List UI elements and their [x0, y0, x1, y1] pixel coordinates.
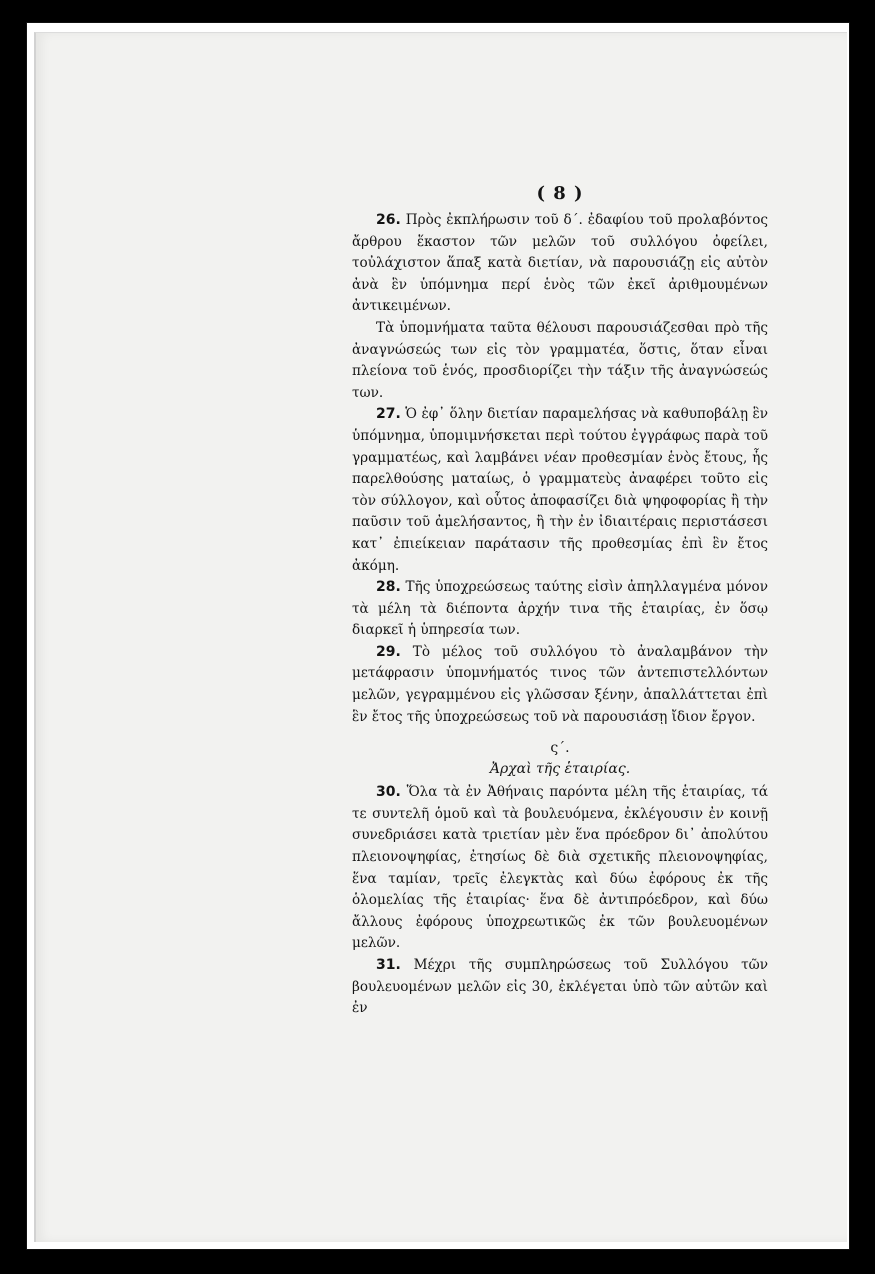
- article-31: [352, 955, 768, 1020]
- article-number: 29.: [376, 643, 401, 660]
- section-number: ς΄.: [550, 740, 570, 757]
- section-title: Ἀρχαὶ τῆς ἑταιρίας.: [489, 761, 631, 778]
- article-number: 31.: [376, 957, 401, 973]
- article-30: [352, 782, 768, 955]
- article-29: [352, 642, 768, 728]
- article-number: 26.: [376, 212, 401, 228]
- article-27: [352, 404, 768, 577]
- article-number: 28.: [376, 579, 401, 596]
- article-text: Τῆς ὑποχρεώσεως ταύτης εἰσὶν ἀπηλλαγμένα μόνον τὰ μέλη τὰ διέποντα ἀρχήν τινα τῆς ἑταιρίας, ἐν ὅσῳ διαρκεῖ ἡ ὑπηρεσία των.: [352, 579, 768, 639]
- article-number: 27.: [376, 406, 401, 423]
- article-text: Μέχρι τῆς συμπληρώσεως τοῦ Συλλόγου τῶν βουλευομένων μελῶν εἰς 30, ἐκλέγεται ὑπὸ τῶν αὐτῶν καὶ ἐν: [352, 957, 768, 1017]
- article-text: Ὁ ἐφ᾽ ὅλην διετίαν παραμελήσας νὰ καθυποβάλῃ ἓν ὑπόμνημα, ὑπομιμνήσκεται περὶ τούτου ἐγγράφως παρὰ τοῦ γραμματέως, καὶ λαμβάνει νέαν προθεσμίαν ἑνὸς ἔτους, ἧς παρελθούσης ματαίως, ὁ γραμματεὺς ἀναφέρει τοῦτο εἰς τὸν σύλλογον, καὶ οὗτος ἀποφασίζει διὰ ψηφοφορίας ἢ τὴν παῦσιν τοῦ ἀμελήσαντος, ἢ τὴν ἐν ἰδιαιτέραις περιστάσεσι κατ᾽ ἐπιείκειαν παράτασιν τῆς προθεσμίας ἐπὶ ἓν ἔτος ἀκόμη.: [352, 406, 768, 574]
- page-number: ( 8 ): [536, 183, 584, 204]
- article-text: Πρὸς ἐκπλήρωσιν τοῦ δ΄. ἐδαφίου τοῦ προλαβόντος ἄρθρου ἕκαστον τῶν μελῶν τοῦ συλλόγου ὀφείλει, τοὐλάχιστον ἅπαξ κατὰ διετίαν, νὰ παρουσιάζῃ εἰς αὐτὸν ἀνὰ ἓν ὑπόμνημα περί ἑνὸς τῶν ἐκεῖ ἀριθμουμένων ἀντικειμένων.: [352, 212, 768, 315]
- article-text: Τὸ μέλος τοῦ συλλόγου τὸ ἀναλαμβάνον τὴν μετάφρασιν ὑπομνήματός τινος τῶν ἀντεπιστελλόντων μελῶν, γεγραμμένου εἰς γλῶσσαν ξένην, ἀπαλλάττεται ἐπὶ ἓν ἔτος τῆς ὑποχρεώσεως τοῦ νὰ παρουσιάσῃ ἴδιον ἔργον.: [352, 643, 768, 725]
- article-28: [352, 577, 768, 642]
- page-text-column: [352, 183, 768, 1020]
- article-26-continuation: Τὰ ὑπομνήματα ταῦτα θέλουσι παρουσιάζεσθαι πρὸ τῆς ἀναγνώσεώς των εἰς τὸν γραμματέα, ὅστις, ὅταν εἶναι πλείονα τοῦ ἑνός, προσδιορίζει τὴν τάξιν τῆς ἀναγνώσεώς των.: [352, 319, 768, 401]
- article-text: Ὅλα τὰ ἐν Ἀθήναις παρόντα μέλη τῆς ἑταιρίας, τά τε συντελῆ ὁμοῦ καὶ τὰ βουλευόμενα, ἐκλέγουσιν ἐν κοινῇ συνεδριάσει κατὰ τριετίαν μὲν ἕνα πρόεδρον δι᾽ ἀπολύτου πλειονοψηφίας, ἐτησίως δὲ διὰ σχετικῆς πλειονοψηφίας, ἕνα ταμίαν, τρεῖς ἐλεγκτὰς καὶ δύω ἐφόρους ἐκ τῆς ὁλομελίας τῆς ἑταιρίας· ἕνα δὲ ἀντιπρόεδρον, καὶ δύω ἄλλους ἐφόρους ὑποχρεωτικῶς ἐκ τῶν βουλευομένων μελῶν.: [352, 784, 768, 952]
- article-number: 30.: [376, 784, 401, 801]
- article-26: [352, 210, 768, 318]
